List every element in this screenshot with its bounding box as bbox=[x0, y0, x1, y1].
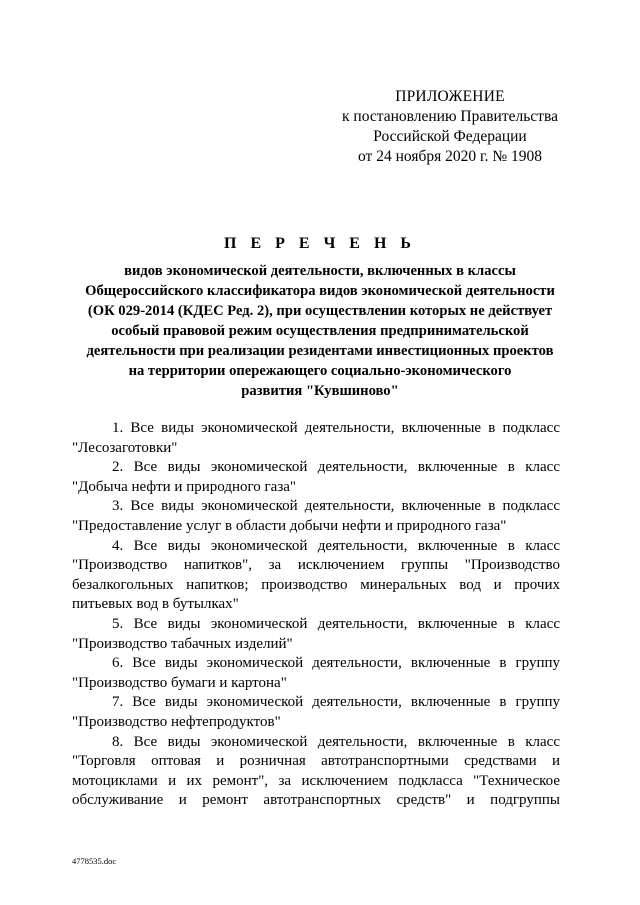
list-item-line: "Торговля оптовая и розничная автотранспортными средствами и bbox=[72, 753, 560, 770]
list-item-line: 7. Все виды экономической деятельности, включенные в группу bbox=[112, 694, 560, 711]
list-item-line: 1. Все виды экономической деятельности, включенные в подкласс bbox=[112, 420, 560, 436]
list-item bbox=[72, 497, 560, 536]
list-item bbox=[72, 458, 560, 497]
heading-line: деятельности при реализации резидентами инвестиционных проектов bbox=[86, 343, 554, 359]
list-item bbox=[72, 693, 560, 732]
list-item-line: 6. Все виды экономической деятельности, включенные в группу bbox=[112, 655, 560, 672]
list-item-line: "Добыча нефти и природного газа" bbox=[72, 478, 297, 495]
list-item-line: 3. Все виды экономической деятельности, включенные в подкласс bbox=[112, 498, 560, 515]
list-item-line: обслуживание и ремонт автотранспортных средств" и подгруппы bbox=[72, 792, 560, 809]
list-item-line: 5. Все виды экономической деятельности, включенные в класс bbox=[112, 615, 560, 632]
list-item-line: мотоциклами и их ремонт", за исключением подкласса "Техническое bbox=[72, 772, 560, 789]
list-item bbox=[72, 537, 560, 615]
list-item-line: "Производство нефтепродуктов" bbox=[72, 713, 281, 730]
heading-line: на территории опережающего социально-экономического bbox=[128, 363, 512, 379]
list-item-line: "Предоставление услуг в области добычи нефти и природного газа" bbox=[72, 517, 507, 534]
list-item bbox=[72, 419, 560, 458]
items-list bbox=[72, 419, 560, 811]
list-item-line: питьевых вод в бутылках" bbox=[72, 596, 239, 613]
heading-line: видов экономической деятельности, включенных в классы bbox=[124, 263, 516, 279]
list-item bbox=[72, 733, 560, 811]
list-item-line: "Производство напитков", за исключением группы "Производство bbox=[72, 557, 560, 574]
list-item-line: 4. Все виды экономической деятельности, включенные в класс bbox=[112, 537, 560, 554]
annex-title: ПРИЛОЖЕНИЕ bbox=[395, 88, 505, 105]
list-item bbox=[72, 615, 560, 654]
list-item-line: безалкогольных напитков; производство минеральных вод и прочих bbox=[72, 576, 560, 593]
list-item bbox=[72, 654, 560, 693]
footer-file-code: 4778535.doc bbox=[72, 856, 117, 866]
document-heading bbox=[62, 233, 578, 401]
heading-line: особый правовой режим осуществления предпринимательской bbox=[111, 323, 529, 339]
annex-line-1: к постановлению Правительства bbox=[342, 108, 558, 125]
annex-block bbox=[330, 87, 570, 167]
list-item-line: 2. Все виды экономической деятельности, включенные в класс bbox=[112, 459, 560, 476]
heading-word: П Е Р Е Ч Е Н Ь bbox=[224, 235, 416, 252]
annex-line-2: Российской Федерации bbox=[373, 128, 527, 145]
list-item-line: "Производство табачных изделий" bbox=[72, 635, 293, 652]
list-item-line: "Лесозаготовки" bbox=[72, 439, 178, 456]
annex-line-3: от 24 ноября 2020 г. № 1908 bbox=[358, 148, 542, 165]
list-item-line: 8. Все виды экономической деятельности, включенные в класс bbox=[112, 733, 560, 750]
heading-line: (ОК 029-2014 (КДЕС Ред. 2), при осуществлении которых не действует bbox=[87, 303, 553, 319]
heading-line: Общероссийского классификатора видов экономической деятельности bbox=[85, 283, 555, 299]
heading-line: развития "Кувшиново" bbox=[241, 383, 399, 399]
list-item-line: "Производство бумаги и картона" bbox=[72, 674, 287, 691]
